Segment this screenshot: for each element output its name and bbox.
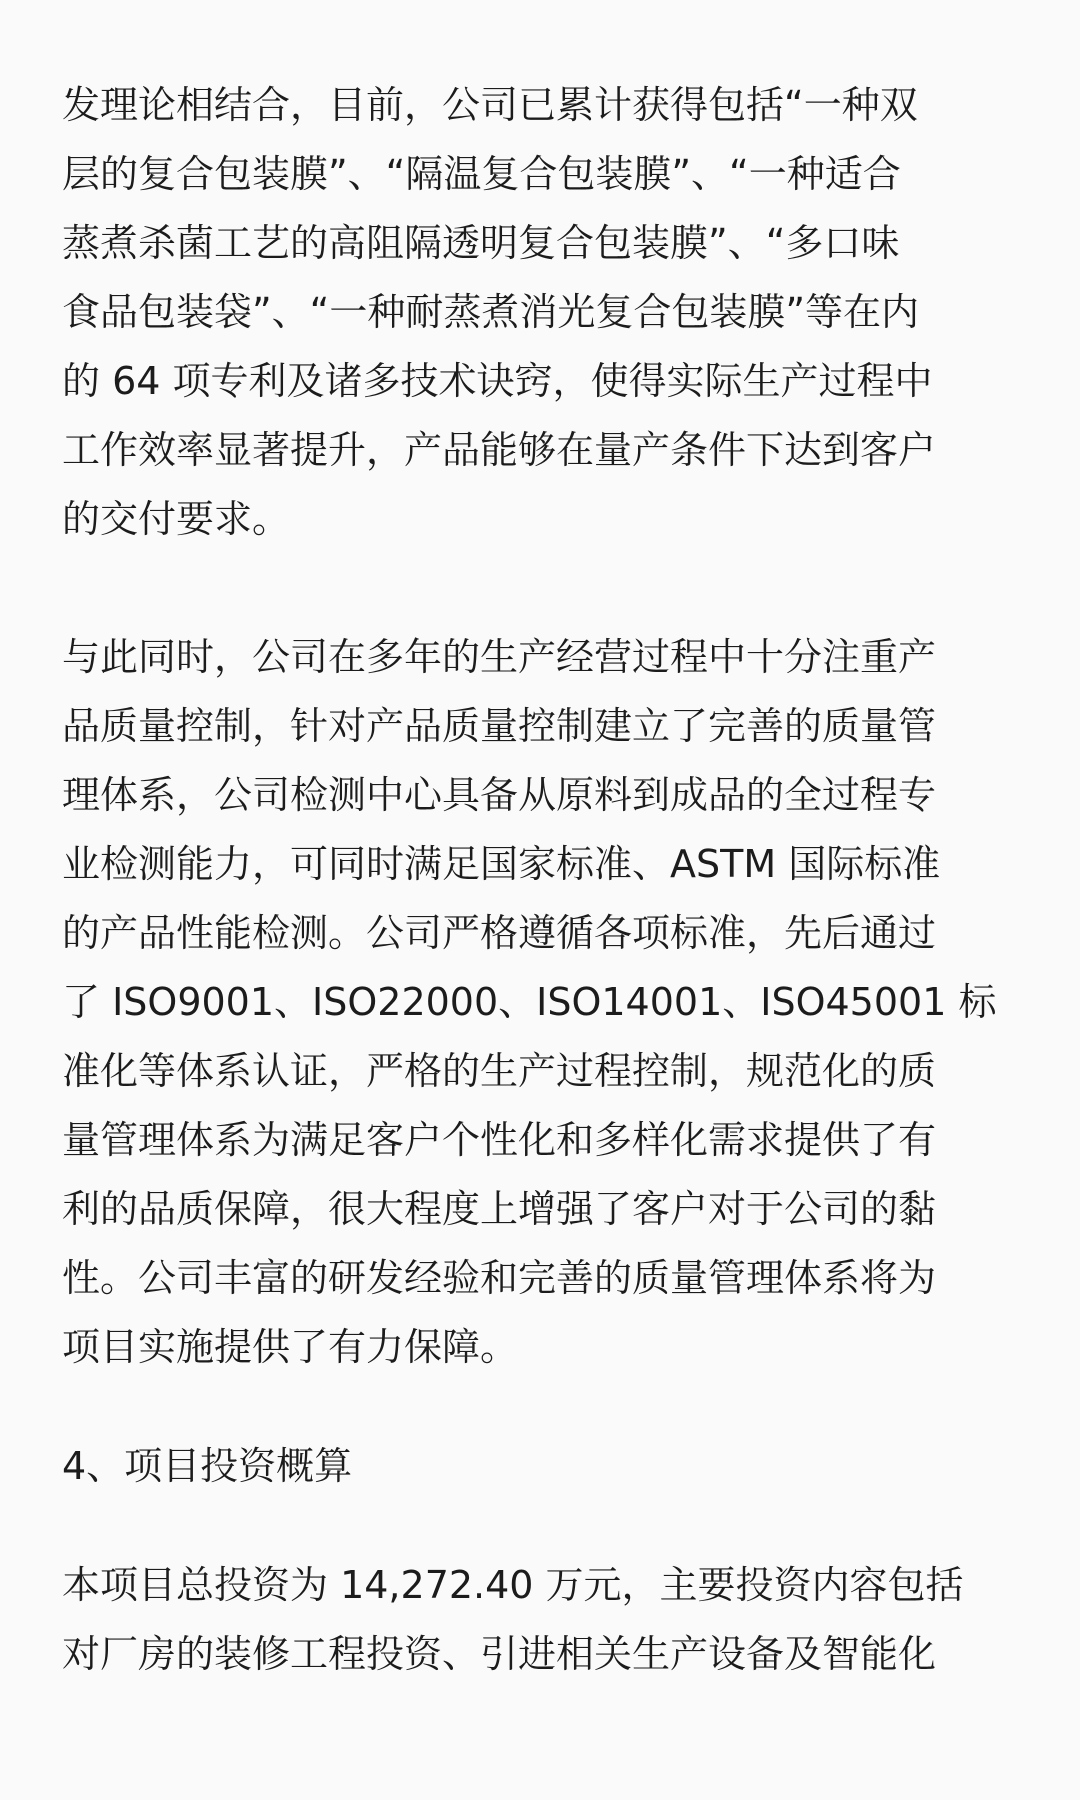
paragraph-quality-control: [62, 623, 1018, 1382]
text-line: 性。公司丰富的研发经验和完善的质量管理体系将为: [62, 1256, 937, 1300]
text-line: 的 64 项专利及诸多技术诀窍，使得实际生产过程中: [62, 359, 933, 403]
text-line: 的交付要求。: [62, 497, 291, 541]
text-line: 与此同时，公司在多年的生产经营过程中十分注重产: [62, 635, 937, 679]
text-line: 项目实施提供了有力保障。: [62, 1325, 519, 1369]
text-line: 的产品性能检测。公司严格遵循各项标准，先后通过: [62, 911, 937, 955]
text-line: 准化等体系认证，严格的生产过程控制，规范化的质: [62, 1049, 937, 1093]
text-line: 业检测能力，可同时满足国家标准、ASTM 国际标准: [62, 842, 941, 886]
section-heading: 4、项目投资概算: [62, 1444, 353, 1488]
text-line: 发理论相结合，目前，公司已累计获得包括“一种双: [62, 83, 918, 127]
paragraph-patents: [62, 71, 1018, 554]
text-line: 对厂房的装修工程投资、引进相关生产设备及智能化: [62, 1632, 937, 1676]
text-line: 食品包装袋”、“一种耐蒸煮消光复合包装膜”等在内: [62, 290, 920, 334]
paragraph-investment: [62, 1551, 1018, 1689]
text-line: 利的品质保障，很大程度上增强了客户对于公司的黏: [62, 1187, 937, 1231]
text-line: 工作效率显著提升，产品能够在量产条件下达到客户: [62, 428, 937, 472]
text-line: 了 ISO9001、ISO22000、ISO14001、ISO45001 标: [62, 980, 997, 1024]
text-line: 量管理体系为满足客户个性化和多样化需求提供了有: [62, 1118, 937, 1162]
text-line: 蒸煮杀菌工艺的高阻隔透明复合包装膜”、“多口味: [62, 221, 900, 265]
text-line: 本项目总投资为 14,272.40 万元，主要投资内容包括: [62, 1563, 964, 1607]
text-line: 层的复合包装膜”、“隔温复合包装膜”、“一种适合: [62, 152, 901, 196]
text-line: 品质量控制，针对产品质量控制建立了完善的质量管: [62, 704, 937, 748]
text-line: 理体系，公司检测中心具备从原料到成品的全过程专: [62, 773, 937, 817]
